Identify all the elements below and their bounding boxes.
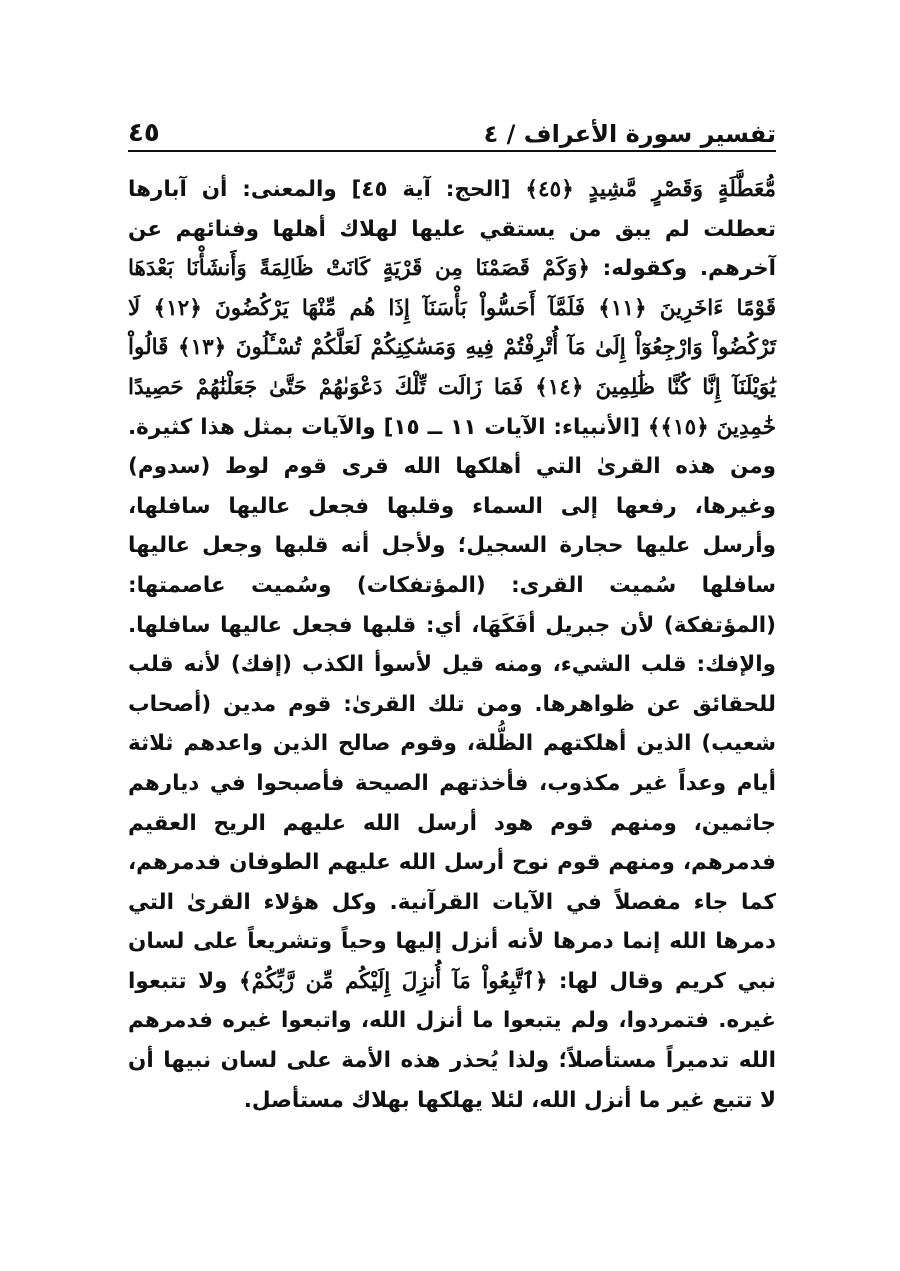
quran-verse-araf: ﴿ٱتَّبِعُواْ مَآ أُنزِلَ إِلَيْكُم مِّن رَّبِّكُمْ﴾ [239, 968, 548, 994]
commentary-text-2: [الأنبياء: الآيات ١١ ــ ١٥] والآيات بمثل هذا كثيرة. ومن هذه القرىٰ التي أهلكها الله قرى قوم لوط (سدوم) وغيرها، رفعها إلى السماء وقلبها فجعل عاليها سافلها، وأرسل عليها حجارة السجيل؛ ولأجل أنه قلبها وجعل عاليها سافلها سُميت القرى: (المؤتفكات) وسُميت عاصمتها: (المؤتفكة) لأن جبريل أفَكَهَا، أي: قلبها فجعل عاليها سافلها. والإفك: قلب الشيء، ومنه قيل لأسوأ الكذب (إفك) لأنه قلب للحقائق عن ظواهرها. ومن تلك القرىٰ: قوم مدين (أصحاب شعيب) الذين أهلكتهم الظُّلة، وقوم صالح الذين واعدهم ثلاثة أيام وعداً غير مكذوب، فأخذتهم الصيحة فأصبحوا في ديارهم جاثمين، ومنهم قوم هود أرسل الله عليهم الريح العقيم فدمرهم، ومنهم قوم نوح أرسل الله عليهم الطوفان فدمرهم، كما جاء مفصلاً في الآيات القرآنية. وكل هؤلاء القرىٰ التي دمرها الله إنما دمرها لأنه أنزل إليها وحياً وتشريعاً على لسان نبي كريم وقال لها: [128, 414, 776, 994]
page-header [128, 100, 776, 152]
quran-verse-anbiya: ﴿وَكَمْ قَصَمْنَا مِن قَرْيَةٍ كَانَتْ ظَالِمَةً وَأَنشَأْنَا بَعْدَهَا قَوْمًا ءَاخَرِينَ ﴿١١﴾ فَلَمَّآ أَحَسُّواْ بَأْسَنَآ إِذَا هُم مِّنْهَا يَرْكُضُونَ ﴿١٢﴾ لَا تَرْكُضُواْ وَارْجِعُوٓاْ إِلَىٰ مَآ أُتْرِفْتُمْ فِيهِ وَمَسَٰكِنِكُمْ لَعَلَّكُمْ تُسْـَٔلُونَ ﴿١٣﴾ قَالُواْ يَٰوَيْلَنَآ إِنَّا كُنَّا ظَٰلِمِينَ ﴿١٤﴾ فَمَا زَالَت تِّلْكَ دَعْوَىٰهُمْ حَتَّىٰ جَعَلْنَٰهُمْ حَصِيدًا خَٰمِدِينَ ﴿١٥﴾﴾ [128, 256, 776, 440]
running-title: تفسير سورة الأعراف / ٤ [483, 120, 776, 148]
quran-verse-fragment-1: مُّعَطَّلَةٍ وَقَصْرٍ مَّشِيدٍ ﴿٤٥﴾ [525, 177, 776, 202]
commentary-text-1: [الحج: آية ٤٥] والمعنى: أن آبارها تعطلت لم يبق من يستقي عليها لهلاك أهلها وفنائهم عن آخرهم. وكقوله: [128, 177, 776, 282]
book-page [128, 100, 776, 1200]
commentary-text-3: ولا تتبعوا غيره. فتمردوا، ولم يتبعوا ما أنزل الله، واتبعوا غيره فدمرهم الله تدميراً مستأصلاً؛ ولذا يُحذر هذه الأمة على لسان نبيها أن لا تتبع غير ما أنزل الله، لئلا يهلكها بهلاك مستأصل. [128, 968, 776, 1113]
page-number: ٤٥ [128, 118, 160, 148]
body-paragraph [128, 170, 776, 1120]
